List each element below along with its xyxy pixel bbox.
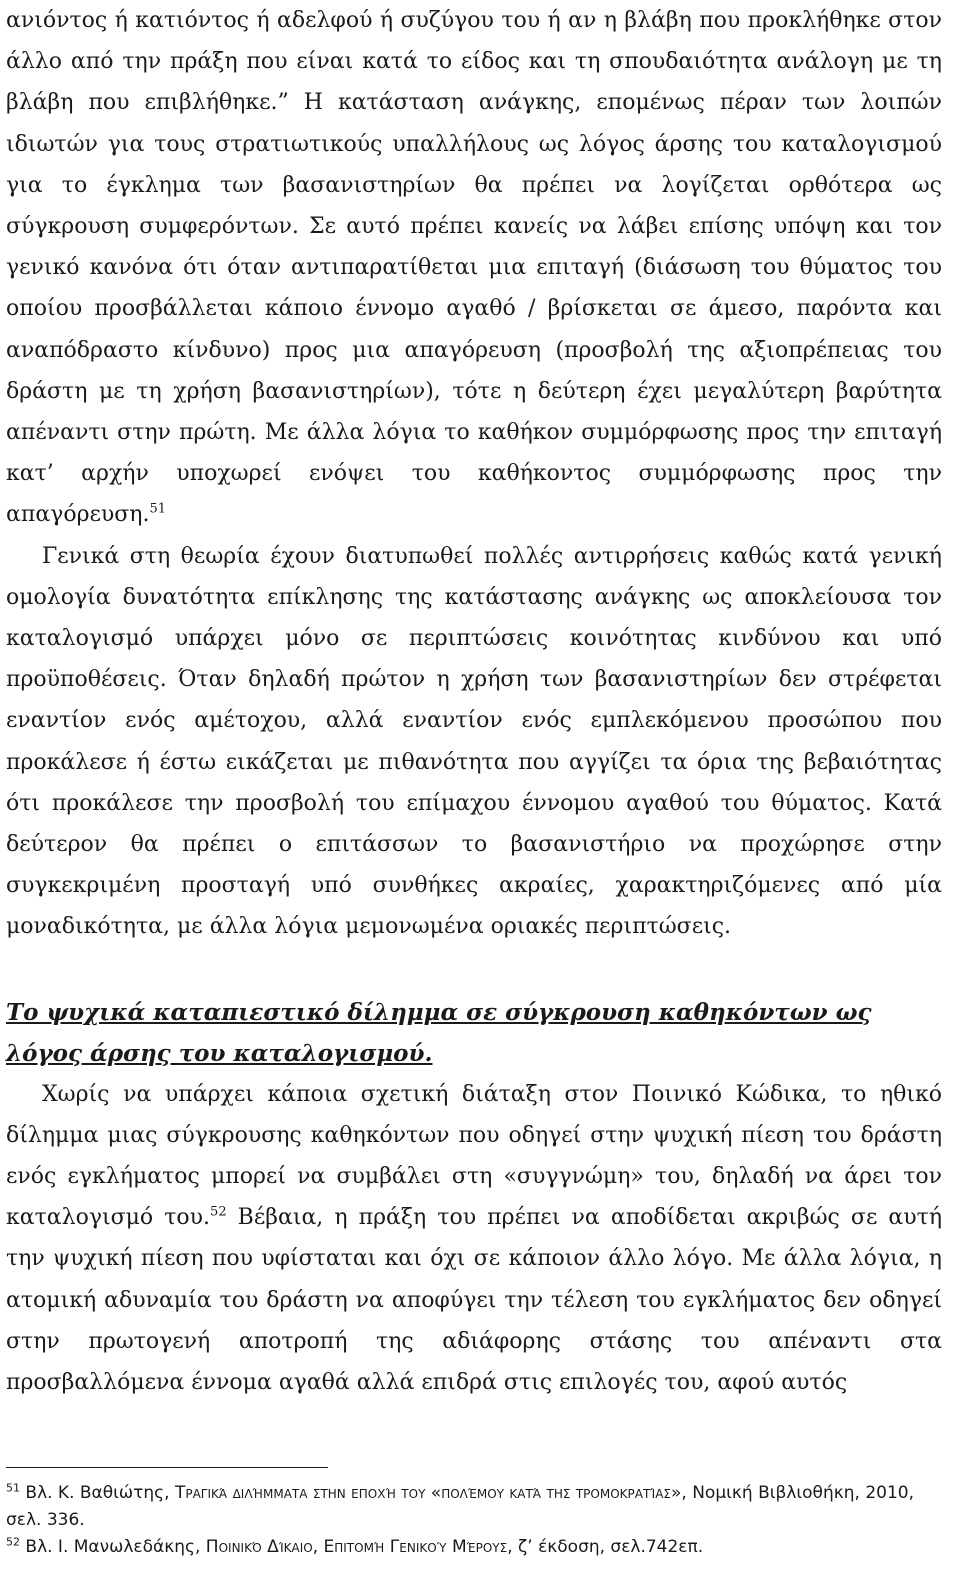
footnote-number: 52 bbox=[6, 1535, 20, 1549]
paragraph-1 bbox=[6, 0, 942, 536]
footnote-prefix: Βλ. Ι. Μανωλεδάκης, bbox=[20, 1537, 206, 1557]
paragraph-3-text-b: Βέβαια, η πράξη του πρέπει να αποδίδεται ακριβώς σε αυτή την ψυχική πίεση που υφίσταται και όχι σε κάποιον άλλο λόγο. Με άλλα λόγια, η ατομική αδυναμία του δράστη να αποφύγει την τέλεση του εγκλήματος δεν οδηγεί στην πρωτογενή αποτροπή της αδιάφορης στάσης του απέναντι στα προσβαλλόμενα έννομα αγαθά αλλά επιδρά στις επιλογές του, αφού αυτός bbox=[6, 1205, 943, 1396]
footnote-title: Τραγικά διλήμματα στην εποχή του «πολέμου κατά της τρομοκρατίας» bbox=[174, 1483, 682, 1503]
document-page bbox=[6, 0, 942, 1403]
footnotes-section bbox=[6, 1467, 942, 1561]
section-heading: Το ψυχικά καταπιεστικό δίλημμα σε σύγκρουση καθηκόντων ως λόγος άρσης του καταλογισμού. bbox=[6, 998, 872, 1067]
footnote-51 bbox=[6, 1480, 942, 1534]
footnote-ref-52[interactable]: 52 bbox=[210, 1204, 227, 1220]
footnote-divider bbox=[6, 1467, 328, 1468]
footnote-52 bbox=[6, 1534, 942, 1561]
paragraph-2: Γενικά στη θεωρία έχουν διατυπωθεί πολλές αντιρρήσεις καθώς κατά γενική ομολογία δυνατότητα επίκλησης της κατάστασης ανάγκης ως αποκλείουσα τον καταλογισμό υπάρχει μόνο σε περιπτώσεις κοινότητας κινδύνου και υπό προϋποθέσεις. Όταν δηλαδή πρώτον η χρήση των βασανιστηρίων δεν στρέφεται εναντίον ενός αμέτοχου, αλλά εναντίον ενός εμπλεκόμενου προσώπου που προκάλεσε ή έστω εικάζεται με πιθανότητα που αγγίζει τα όρια της βεβαιότητας ότι προκάλεσε την προσβολή του επίμαχου έννομου αγαθού του θύματος. Κατά δεύτερον θα πρέπει ο επιτάσσων το βασανιστήριο να προχώρησε στην συγκεκριμένη προσταγή υπό συνθήκες ακραίες, χαρακτηριζόμενες από μία μοναδικότητα, με άλλα λόγια μεμονωμένα οριακές περιπτώσεις. bbox=[6, 543, 942, 940]
footnote-ref-51[interactable]: 51 bbox=[149, 502, 167, 518]
footnote-prefix: Βλ. Κ. Βαθιώτης, bbox=[20, 1483, 175, 1503]
footnote-number: 51 bbox=[6, 1481, 20, 1495]
footnote-suffix: , Νομική Βιβλιοθήκη, 2010, σελ. 336. bbox=[6, 1483, 915, 1530]
paragraph-3-text-a: Χωρίς να υπάρχει κάποια σχετική διάταξη στον Ποινικό Κώδικα, το ηθικό δίλημμα μιας σύγκρουσης καθηκόντων που οδηγεί στην ψυχική πίεση του δράστη ενός εγκλήματος μπορεί να συμβάλει στη «συγγνώμη» του, δηλαδή να άρει τον καταλογισμό του. bbox=[6, 1081, 942, 1231]
footnote-title: Ποινικό Δίκαιο, Επιτομή Γενικού Μέρους bbox=[205, 1537, 508, 1557]
paragraph-1-text: ανιόντος ή κατιόντος ή αδελφού ή συζύγου του ή αν η βλάβη που προκλήθηκε στον άλλο από την πράξη που είναι κατά το είδος και τη σπουδαιότητα ανάλογη με τη βλάβη που επιβλήθηκε.” Η κατάσταση ανάγκης, επομένως πέραν των λοιπών ιδιωτών για τους στρατιωτικούς υπαλλήλους ως λόγος άρσης του καταλογισμού για το έγκλημα των βασανιστηρίων θα πρέπει να λογίζεται ορθότερα ως σύγκρουση συμφερόντων. Σε αυτό πρέπει κανείς να λάβει επίσης υπόψη και τον γενικό κανόνα ότι όταν αντιπαρατίθεται μια επιταγή (διάσωση του θύματος του οποίου προσβάλλεται κάποιο έννομο αγαθό / βρίσκεται σε άμεσο, παρόντα και αναπόδραστο κίνδυνο) προς μια απαγόρευση (προσβολή της αξιοπρέπειας του δράστη με τη χρήση βασανιστηρίων), τότε η δεύτερη έχει μεγαλύτερη βαρύτητα απέναντι στην πρώτη. Με άλλα λόγια το καθήκον συμμόρφωσης προς την επιταγή κατ’ αρχήν υποχωρεί ενόψει του καθήκοντος συμμόρφωσης προς την απαγόρευση. bbox=[6, 8, 942, 528]
footnote-suffix: , ζ’ έκδοση, σελ.742επ. bbox=[507, 1537, 704, 1557]
paragraph-3 bbox=[6, 1074, 942, 1404]
